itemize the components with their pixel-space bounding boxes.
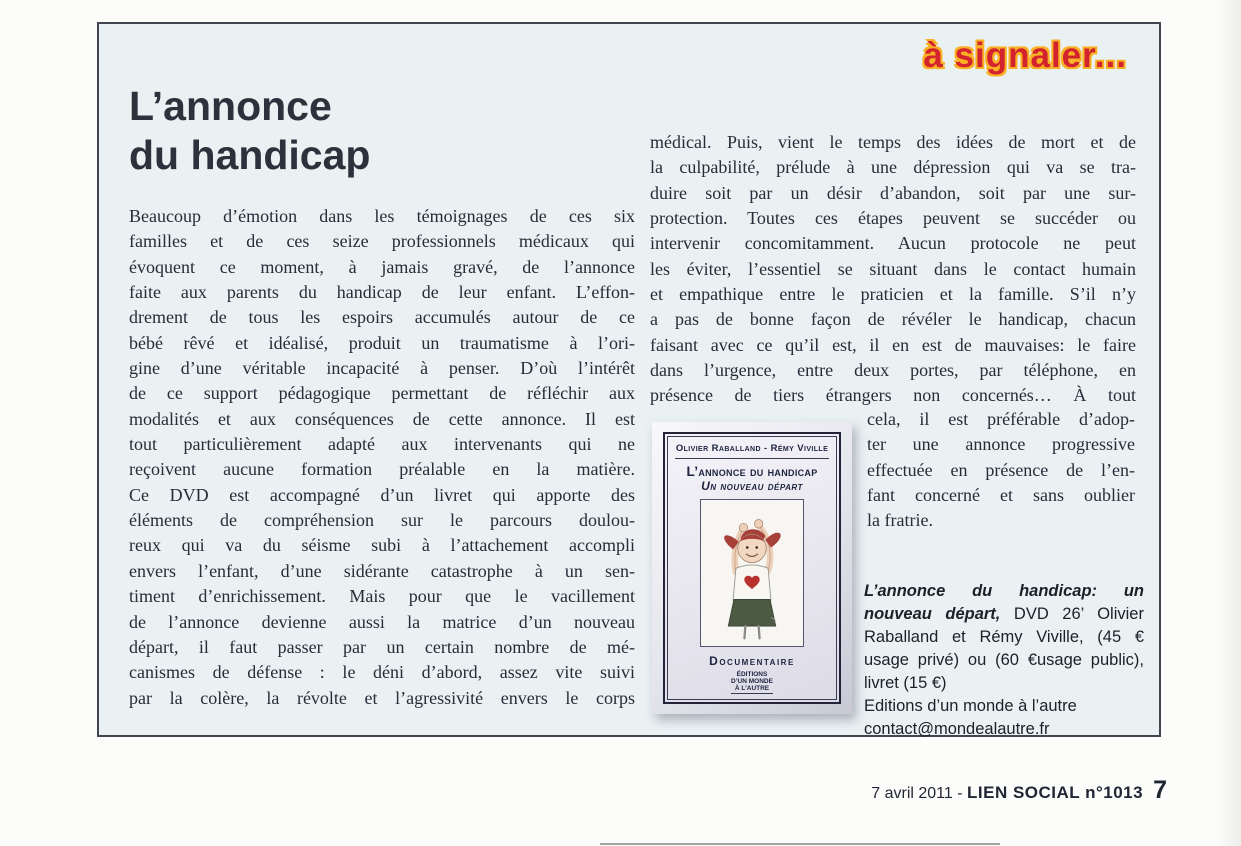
text-line: effectuée en présence de l’en- bbox=[867, 459, 1135, 480]
dvd-publisher-logo bbox=[731, 671, 773, 694]
text-line: départ, il faut passer par un certain nombre de mé- bbox=[129, 636, 635, 657]
text-line: tout particulièrement adapté aux intervenants qui ne bbox=[129, 434, 635, 455]
text-line: envers l’enfant, d’une sidérante catastrophe à un sen- bbox=[129, 560, 635, 581]
dvd-cover-frame bbox=[663, 432, 841, 704]
caption-block bbox=[864, 580, 1144, 741]
text-line: et empathique entre le praticien et la famille. S’il n’y bbox=[650, 284, 1136, 305]
text-line: la fratrie. bbox=[867, 510, 933, 531]
text-line: intervenir concomitamment. Aucun protocole ne peut bbox=[650, 233, 1136, 254]
text-line: reux qui va du séisme subi à l’attachement accompli bbox=[129, 535, 635, 556]
text-line: duire soit par un désir d’abandon, soit par une sur- bbox=[650, 182, 1136, 203]
text-line: fant concerné et sans oublier bbox=[867, 485, 1135, 506]
text-line: familles et de ces seize professionnels médicaux qui bbox=[129, 231, 635, 252]
page-footer bbox=[0, 776, 1167, 805]
text-line: les éviter, l’essentiel se situant dans le contact humain bbox=[650, 258, 1136, 279]
text-line: médical. Puis, vient le temps des idées de mort et de bbox=[650, 132, 1136, 152]
page-edge-shadow bbox=[1215, 0, 1241, 846]
scan-artifact-line bbox=[600, 843, 1000, 845]
text-line: cela, il est préférable d’adop- bbox=[867, 409, 1135, 429]
text-line: À L’AUTRE bbox=[734, 685, 770, 692]
text-line: bébé rêvé et idéalisé, produit un traumatisme à l’ori- bbox=[129, 332, 635, 353]
text-line: reçoivent aucune formation préalable en la matière. bbox=[129, 459, 635, 480]
caption-email: contact@mondealautre.fr bbox=[864, 720, 1050, 738]
text-line: gine d’une véritable incapacité à penser. D’où l’intérêt bbox=[129, 358, 635, 379]
footer-magazine-name: LIEN SOCIAL n°1013 bbox=[967, 783, 1144, 802]
text-line: ter une annonce progressive bbox=[867, 434, 1135, 455]
text-line: a pas de bonne façon de révéler le handicap, chacun bbox=[650, 309, 1136, 330]
dvd-authors: Olivier Raballand - Rémy Viville bbox=[675, 443, 829, 459]
dvd-cover-photo bbox=[652, 422, 852, 714]
text-line: protection. Toutes ces étapes peuvent se succéder ou bbox=[650, 208, 1136, 229]
footer-page-number: 7 bbox=[1153, 776, 1167, 804]
text-line: de ce support pédagogique permettant de réfléchir aux bbox=[129, 383, 635, 404]
text-line: L’annonce bbox=[129, 83, 332, 129]
text-line: modalités et aux conséquences de cette annonce. Il est bbox=[129, 408, 635, 429]
text-line: dans l’urgence, entre deux portes, par téléphone, en bbox=[650, 360, 1136, 381]
text-line: D’UN MONDE bbox=[731, 678, 773, 685]
text-line: ÉDITIONS bbox=[736, 671, 768, 678]
text-line: évoquent ce moment, à jamais gravé, de l’annonce bbox=[129, 256, 635, 277]
footer-date: 7 avril 2011 - bbox=[871, 785, 967, 802]
text-line: du handicap bbox=[129, 132, 371, 178]
text-line: faisant avec ce qu’il est, il en est de mauvaises: le faire bbox=[650, 334, 1136, 355]
dvd-genre-label: Documentaire bbox=[709, 654, 795, 668]
article-column-wrapped bbox=[867, 407, 1135, 534]
text-line: la culpabilité, prélude à une dépression qui va se tra- bbox=[650, 157, 1136, 178]
text-line: drement de tous les espoirs accumulés autour de ce bbox=[129, 307, 635, 328]
article-column-right bbox=[650, 130, 1136, 409]
article-column-left bbox=[129, 204, 635, 711]
caption-publisher: Editions d’un monde à l’autre bbox=[864, 697, 1077, 715]
section-heading-a-signaler: à signaler... bbox=[923, 36, 1127, 75]
text-line: Ce DVD est accompagné d’un livret qui apporte des bbox=[129, 484, 635, 505]
article-box bbox=[97, 22, 1161, 737]
dvd-title: L’annonce du handicap bbox=[686, 464, 818, 479]
text-line: de l’annonce devienne aussi la matrice d’un nouveau bbox=[129, 611, 635, 632]
text-line: timent d’enrichissement. Mais pour que le vacillement bbox=[129, 586, 635, 607]
dvd-subtitle: Un nouveau départ bbox=[701, 479, 803, 493]
text-line: faite aux parents du handicap de leur enfant. L’effon- bbox=[129, 282, 635, 303]
caption-details: DVD 26’ Olivier Raballand et Rémy Viville, (45 € usage privé) ou (60 €usage public), livret (15 €) bbox=[864, 605, 1144, 692]
article-title bbox=[129, 82, 370, 180]
text-line: présence de tiers étrangers non concernés… À tout bbox=[650, 385, 1136, 406]
girl-illustration-image bbox=[700, 499, 804, 647]
text-line: éléments de compréhension sur le parcours doulou- bbox=[129, 510, 635, 531]
text-line: Beaucoup d’émotion dans les témoignages de ces six bbox=[129, 206, 635, 226]
text-line: par la colère, la révolte et l’agressivité envers le corps bbox=[129, 687, 635, 708]
girl-drawing-svg bbox=[703, 502, 801, 644]
dvd-cover-inner-frame bbox=[667, 436, 837, 700]
caption-text bbox=[864, 580, 1144, 695]
caption-title: L’annonce du handicap: un nouveau départ, bbox=[864, 582, 1144, 623]
text-line: canismes de défense : le déni d’abord, assez vite suivi bbox=[129, 662, 635, 683]
